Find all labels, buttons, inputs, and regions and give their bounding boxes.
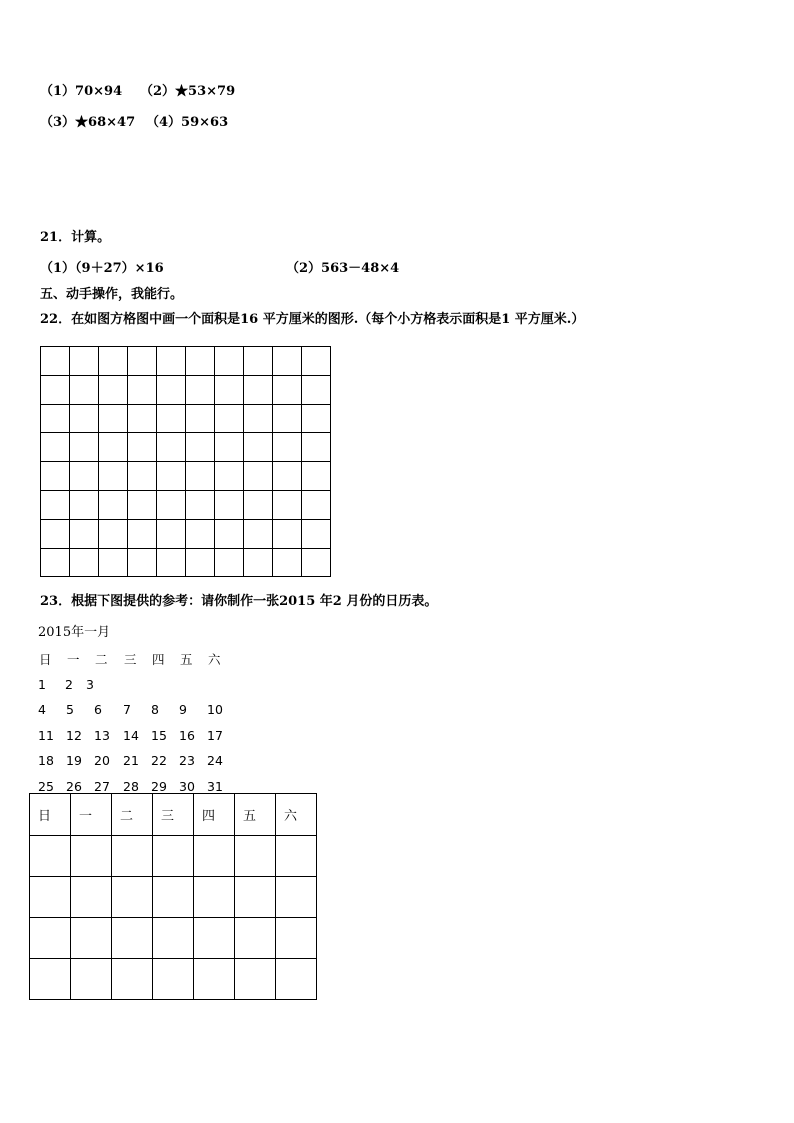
calendar-blank-cell[interactable] <box>276 918 317 959</box>
grid-cell[interactable] <box>70 490 99 519</box>
calendar-blank-cell[interactable] <box>112 836 153 877</box>
grid-cell[interactable] <box>273 347 302 376</box>
grid-cell[interactable] <box>215 519 244 548</box>
calendar-blank-cell[interactable] <box>153 959 194 1000</box>
calendar-day: 四 <box>152 652 165 667</box>
grid-cell[interactable] <box>273 519 302 548</box>
grid-cell[interactable] <box>302 490 331 519</box>
calendar-day: 二 <box>95 652 108 667</box>
calendar-blank-cell[interactable] <box>30 877 71 918</box>
calendar-day: 日 <box>39 652 52 667</box>
grid-cell[interactable] <box>157 375 186 404</box>
grid-cell[interactable] <box>215 375 244 404</box>
grid-cell[interactable] <box>215 404 244 433</box>
grid-cell[interactable] <box>99 519 128 548</box>
calendar-blank-cell[interactable] <box>30 918 71 959</box>
grid-cell[interactable] <box>157 433 186 462</box>
calendar-day: 16 <box>179 728 195 743</box>
q20-item-3: （3）★68×47 <box>40 115 136 130</box>
grid-cell[interactable] <box>70 462 99 491</box>
grid-cell[interactable] <box>244 375 273 404</box>
grid-row <box>41 375 331 404</box>
calendar-day: 六 <box>208 652 221 667</box>
grid-cell[interactable] <box>244 433 273 462</box>
grid-cell[interactable] <box>41 490 70 519</box>
weekday-header-cell: 二 <box>112 794 153 836</box>
grid-cell[interactable] <box>215 462 244 491</box>
grid-cell[interactable] <box>41 404 70 433</box>
calendar-day: 11 <box>38 728 54 743</box>
grid-cell[interactable] <box>244 404 273 433</box>
grid-cell[interactable] <box>70 519 99 548</box>
calendar-blank-row <box>30 836 317 877</box>
grid-cell[interactable] <box>99 433 128 462</box>
february-calendar-table[interactable] <box>29 793 317 1000</box>
calendar-blank-cell[interactable] <box>112 877 153 918</box>
calendar-blank-cell[interactable] <box>30 959 71 1000</box>
grid-cell[interactable] <box>244 548 273 577</box>
grid-cell[interactable] <box>70 347 99 376</box>
calendar-day: 三 <box>124 652 137 667</box>
grid-cell[interactable] <box>273 404 302 433</box>
grid-cell[interactable] <box>41 433 70 462</box>
calendar-day: 20 <box>94 753 110 768</box>
grid-cell[interactable] <box>244 490 273 519</box>
grid-cell[interactable] <box>186 404 215 433</box>
grid-cell[interactable] <box>302 519 331 548</box>
grid-cell[interactable] <box>302 433 331 462</box>
weekday-header-cell: 日 <box>30 794 71 836</box>
calendar-blank-cell[interactable] <box>276 836 317 877</box>
calendar-day: 30 <box>179 779 195 794</box>
section-heading: 五、动手操作，我能行。 <box>40 287 184 302</box>
calendar-day: 15 <box>151 728 167 743</box>
grid-cell[interactable] <box>273 490 302 519</box>
calendar-day: 五 <box>180 652 193 667</box>
grid-cell[interactable] <box>128 462 157 491</box>
grid-cell[interactable] <box>99 462 128 491</box>
grid-cell[interactable] <box>215 548 244 577</box>
grid-cell[interactable] <box>41 548 70 577</box>
grid-cell[interactable] <box>157 404 186 433</box>
calendar-blank-row <box>30 918 317 959</box>
q22-title: 22．在如图方格图中画一个面积是16 平方厘米的图形.（每个小方格表示面积是1 平方厘米.） <box>40 312 585 327</box>
grid-cell[interactable] <box>128 404 157 433</box>
grid-cell[interactable] <box>215 347 244 376</box>
grid-cell[interactable] <box>41 519 70 548</box>
grid-cell[interactable] <box>70 548 99 577</box>
grid-cell[interactable] <box>186 490 215 519</box>
calendar-day: 6 <box>94 702 102 717</box>
calendar-day: 23 <box>179 753 195 768</box>
grid-cell[interactable] <box>99 347 128 376</box>
grid-cell[interactable] <box>273 375 302 404</box>
q22-square-grid[interactable] <box>40 346 331 577</box>
grid-cell[interactable] <box>302 462 331 491</box>
grid-cell[interactable] <box>273 462 302 491</box>
calendar-blank-cell[interactable] <box>194 836 235 877</box>
calendar-blank-row <box>30 877 317 918</box>
calendar-day: 31 <box>207 779 223 794</box>
q20-item-4: （4）59×63 <box>146 115 229 130</box>
reference-month-label: 2015年一月 <box>38 625 111 640</box>
grid-cell[interactable] <box>302 548 331 577</box>
q23-title: 23．根据下图提供的参考：请你制作一张2015 年2 月份的日历表。 <box>40 594 438 609</box>
grid-cell[interactable] <box>99 404 128 433</box>
calendar-day: 10 <box>207 702 223 717</box>
calendar-day: 24 <box>207 753 223 768</box>
calendar-day: 7 <box>123 702 131 717</box>
q20-item-1: （1）70×94 <box>40 84 123 99</box>
grid-cell[interactable] <box>128 519 157 548</box>
grid-cell[interactable] <box>157 519 186 548</box>
grid-row <box>41 347 331 376</box>
grid-cell[interactable] <box>186 519 215 548</box>
grid-cell[interactable] <box>157 490 186 519</box>
grid-cell[interactable] <box>244 519 273 548</box>
calendar-blank-cell[interactable] <box>153 836 194 877</box>
grid-cell[interactable] <box>128 347 157 376</box>
grid-cell[interactable] <box>273 548 302 577</box>
weekday-header-cell: 六 <box>276 794 317 836</box>
grid-cell[interactable] <box>215 433 244 462</box>
grid-cell[interactable] <box>41 375 70 404</box>
grid-row <box>41 490 331 519</box>
grid-cell[interactable] <box>244 462 273 491</box>
calendar-day: 17 <box>207 728 223 743</box>
grid-cell[interactable] <box>70 375 99 404</box>
grid-cell[interactable] <box>128 433 157 462</box>
calendar-day: 21 <box>123 753 139 768</box>
q21-item-1: （1）（9＋27）×16 <box>40 261 164 276</box>
calendar-day: 5 <box>66 702 74 717</box>
grid-cell[interactable] <box>302 375 331 404</box>
q20-item-2: （2）★53×79 <box>140 84 236 99</box>
calendar-day: 28 <box>123 779 139 794</box>
weekday-header-cell: 一 <box>71 794 112 836</box>
calendar-day: 9 <box>179 702 187 717</box>
grid-cell[interactable] <box>215 490 244 519</box>
grid-cell[interactable] <box>186 375 215 404</box>
grid-cell[interactable] <box>186 462 215 491</box>
calendar-day: 3 <box>86 677 94 692</box>
calendar-blank-cell[interactable] <box>153 918 194 959</box>
grid-cell[interactable] <box>41 347 70 376</box>
grid-cell[interactable] <box>157 347 186 376</box>
calendar-day: 19 <box>66 753 82 768</box>
calendar-blank-cell[interactable] <box>71 836 112 877</box>
calendar-blank-cell[interactable] <box>112 918 153 959</box>
calendar-blank-cell[interactable] <box>71 959 112 1000</box>
calendar-day: 29 <box>151 779 167 794</box>
grid-cell[interactable] <box>128 490 157 519</box>
calendar-blank-cell[interactable] <box>71 877 112 918</box>
calendar-blank-cell[interactable] <box>194 877 235 918</box>
grid-row <box>41 404 331 433</box>
grid-cell[interactable] <box>186 433 215 462</box>
calendar-day: 18 <box>38 753 54 768</box>
grid-cell[interactable] <box>273 433 302 462</box>
calendar-day: 26 <box>66 779 82 794</box>
q21-title: 21．计算。 <box>40 230 111 245</box>
calendar-blank-cell[interactable] <box>235 877 276 918</box>
calendar-blank-cell[interactable] <box>153 877 194 918</box>
grid-cell[interactable] <box>128 548 157 577</box>
grid-row <box>41 519 331 548</box>
grid-cell[interactable] <box>302 347 331 376</box>
calendar-blank-cell[interactable] <box>235 918 276 959</box>
calendar-day: 12 <box>66 728 82 743</box>
calendar-blank-cell[interactable] <box>112 959 153 1000</box>
grid-cell[interactable] <box>41 462 70 491</box>
calendar-blank-cell[interactable] <box>235 959 276 1000</box>
grid-cell[interactable] <box>186 548 215 577</box>
calendar-day: 2 <box>65 677 73 692</box>
calendar-day: 1 <box>38 677 46 692</box>
grid-cell[interactable] <box>99 548 128 577</box>
calendar-day: 14 <box>123 728 139 743</box>
grid-cell[interactable] <box>302 404 331 433</box>
grid-cell[interactable] <box>157 462 186 491</box>
grid-cell[interactable] <box>186 347 215 376</box>
grid-cell[interactable] <box>128 375 157 404</box>
grid-cell[interactable] <box>99 375 128 404</box>
calendar-blank-cell[interactable] <box>30 836 71 877</box>
grid-row <box>41 548 331 577</box>
grid-row <box>41 433 331 462</box>
calendar-header-row <box>30 794 317 836</box>
calendar-day: 4 <box>38 702 46 717</box>
grid-cell[interactable] <box>157 548 186 577</box>
weekday-header-cell: 四 <box>194 794 235 836</box>
calendar-blank-cell[interactable] <box>194 918 235 959</box>
grid-cell[interactable] <box>99 490 128 519</box>
calendar-day: 13 <box>94 728 110 743</box>
grid-row <box>41 462 331 491</box>
calendar-blank-cell[interactable] <box>235 836 276 877</box>
calendar-blank-cell[interactable] <box>276 877 317 918</box>
grid-cell[interactable] <box>70 404 99 433</box>
calendar-blank-cell[interactable] <box>276 959 317 1000</box>
calendar-blank-row <box>30 959 317 1000</box>
calendar-day: 一 <box>67 652 80 667</box>
calendar-blank-cell[interactable] <box>194 959 235 1000</box>
grid-cell[interactable] <box>70 433 99 462</box>
grid-cell[interactable] <box>244 347 273 376</box>
weekday-header-cell: 五 <box>235 794 276 836</box>
calendar-blank-cell[interactable] <box>71 918 112 959</box>
weekday-header-cell: 三 <box>153 794 194 836</box>
calendar-day: 22 <box>151 753 167 768</box>
calendar-day: 27 <box>94 779 110 794</box>
calendar-day: 25 <box>38 779 54 794</box>
q21-item-2: （2）563－48×4 <box>286 261 400 276</box>
calendar-day: 8 <box>151 702 159 717</box>
